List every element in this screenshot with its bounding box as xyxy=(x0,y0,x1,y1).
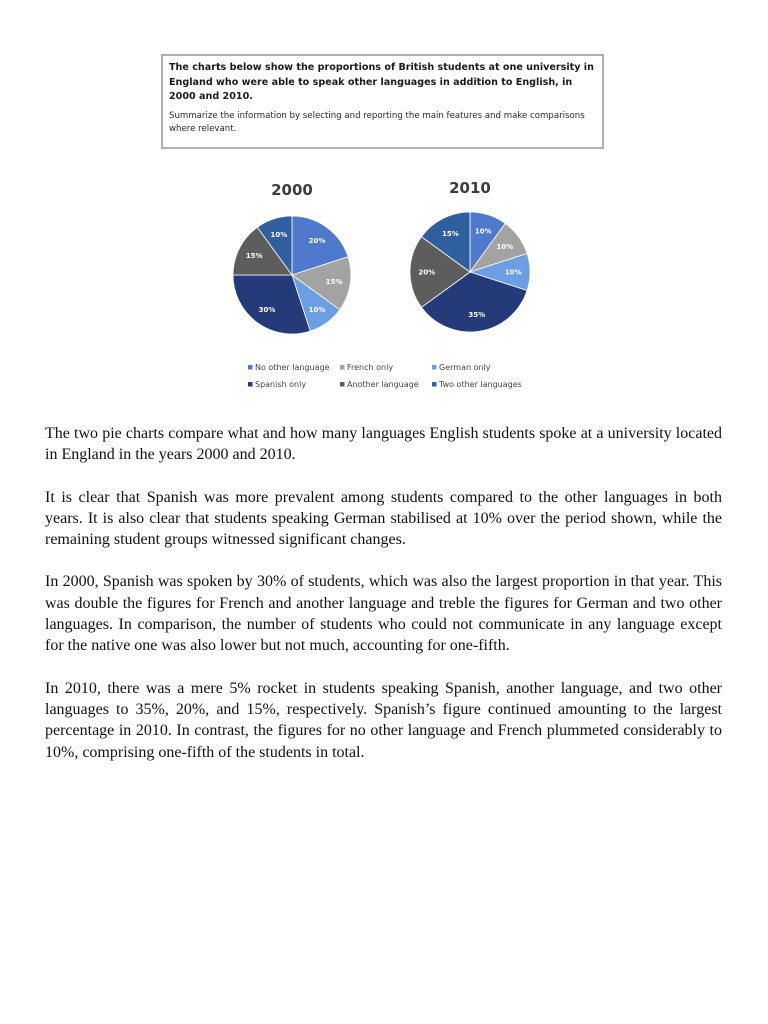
chart-title: 2010 xyxy=(449,179,491,197)
slice-label: 10% xyxy=(474,227,492,236)
essay-paragraph-1: The two pie charts compare what and how many languages English students spoke at a university located in England in the years 2000 and 2010. xyxy=(45,425,722,464)
slice-label: 35% xyxy=(468,311,486,320)
essay-paragraph-4: In 2010, there was a mere 5% rocket in students speaking Spanish, another language, and two other languages to 35%, 20%, and 15%, respectively. Spanish’s figure continued amounting to the largest percentage in 2010. In contrast, the figures for no other language and French plummeted considerably to 10%, comprising one-fifth of the students in total. xyxy=(45,679,722,761)
pie-chart-2000 xyxy=(233,181,351,334)
slice-label: 15% xyxy=(245,252,263,261)
legend-label: German only xyxy=(439,363,491,372)
essay-paragraph-3: In 2000, Spanish was spoken by 30% of students, which was also the largest proportion in that year. This was double the figures for French and another language and treble the figures for German and two other languages. In comparison, the number of students who could not communicate in any language except for the native one was also lower but not much, accounting for one-fifth. xyxy=(45,573,722,655)
slice-label: 10% xyxy=(270,231,288,240)
task-prompt-box xyxy=(161,54,604,149)
slice-label: 10% xyxy=(308,305,326,314)
legend-swatch xyxy=(340,365,345,370)
slice-label: 10% xyxy=(504,268,522,277)
legend-label: No other language xyxy=(255,363,330,372)
legend-swatch xyxy=(432,382,437,387)
pie-charts-figure xyxy=(160,165,606,405)
task-title: The charts below show the proportions of British students at one university in England who were able to speak other languages in addition to English, in 2000 and 2010. xyxy=(169,62,594,102)
essay-paragraph-2: It is clear that Spanish was more prevalent among students compared to the other languages in both years. It is also clear that students speaking German stabilised at 10% over the period shown, while the remaining student groups witnessed significant changes. xyxy=(45,488,722,549)
pie-charts-svg xyxy=(160,165,606,405)
legend-swatch xyxy=(248,365,253,370)
essay-body xyxy=(45,423,722,784)
slice-label: 15% xyxy=(442,230,459,238)
legend-swatch xyxy=(340,382,345,387)
slice-label: 20% xyxy=(308,237,326,246)
slice-label: 15% xyxy=(325,278,343,287)
slice-label: 20% xyxy=(418,268,436,277)
chart-title: 2000 xyxy=(271,181,313,199)
legend-swatch xyxy=(432,365,437,370)
legend-swatch xyxy=(248,382,253,387)
slice-label: 10% xyxy=(496,243,514,252)
legend-label: French only xyxy=(347,363,394,372)
legend-label: Another language xyxy=(347,380,419,389)
slice-label: 30% xyxy=(258,305,276,314)
legend-label: Spanish only xyxy=(255,380,307,389)
legend-label: Two other languages xyxy=(439,380,522,389)
pie-chart-2010 xyxy=(410,179,530,332)
task-instruction: Summarize the information by selecting and reporting the main features and make comparisons where relevant. xyxy=(169,110,585,134)
